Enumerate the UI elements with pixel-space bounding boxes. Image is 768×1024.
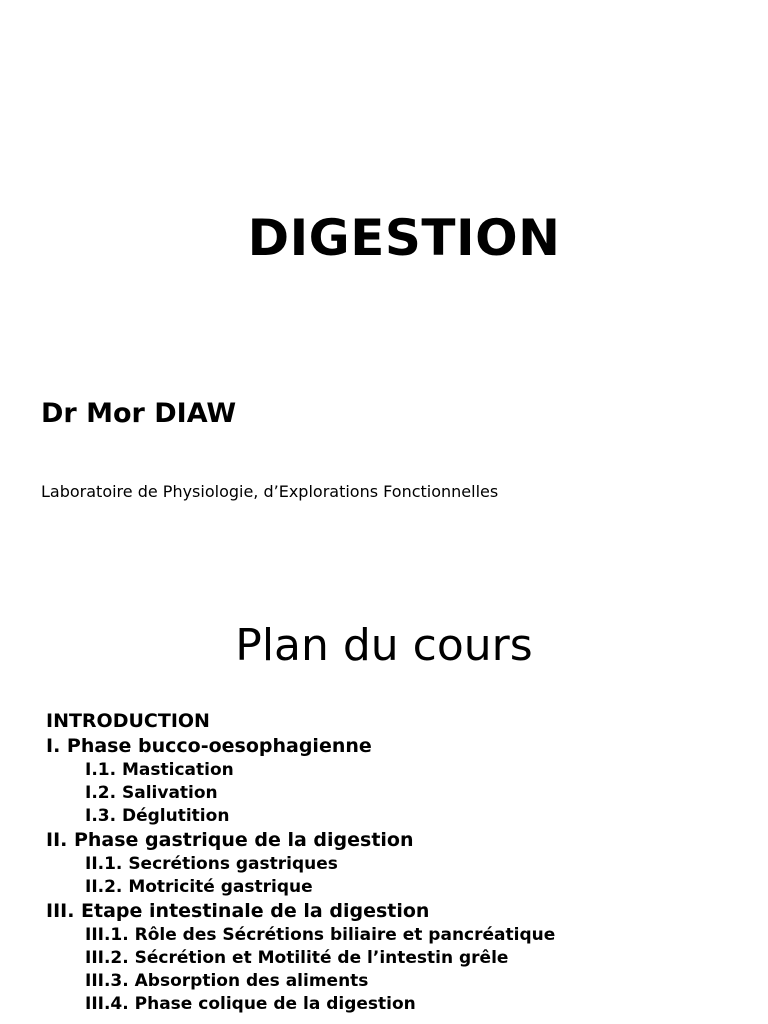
- author-affiliation: Laboratoire de Physiologie, d’Explorations Fonctionnelles: [41, 482, 499, 501]
- toc-item: I. Phase bucco-oesophagienne: [46, 735, 372, 757]
- toc-subitem: III.3. Absorption des aliments: [85, 971, 369, 991]
- toc-subitem: I.1. Mastication: [85, 760, 234, 780]
- document-title: DIGESTION: [247, 209, 561, 267]
- toc-subitem: III.4. Phase colique de la digestion: [85, 994, 416, 1014]
- table-of-contents: [46, 709, 746, 1016]
- toc-subitem: III.1. Rôle des Sécrétions biliaire et pancréatique: [85, 925, 556, 945]
- toc-subitem: II.2. Motricité gastrique: [85, 877, 313, 897]
- toc-item: III. Etape intestinale de la digestion: [46, 900, 430, 922]
- toc-subitem: I.3. Déglutition: [85, 806, 230, 826]
- plan-heading: Plan du cours: [235, 620, 533, 671]
- toc-subitem: III.2. Sécrétion et Motilité de l’intestin grêle: [85, 948, 509, 968]
- toc-item: II. Phase gastrique de la digestion: [46, 829, 414, 851]
- toc-subitem: I.2. Salivation: [85, 783, 218, 803]
- toc-subitem: II.1. Secrétions gastriques: [85, 854, 338, 874]
- author-name: Dr Mor DIAW: [41, 398, 237, 429]
- toc-item: INTRODUCTION: [46, 710, 210, 732]
